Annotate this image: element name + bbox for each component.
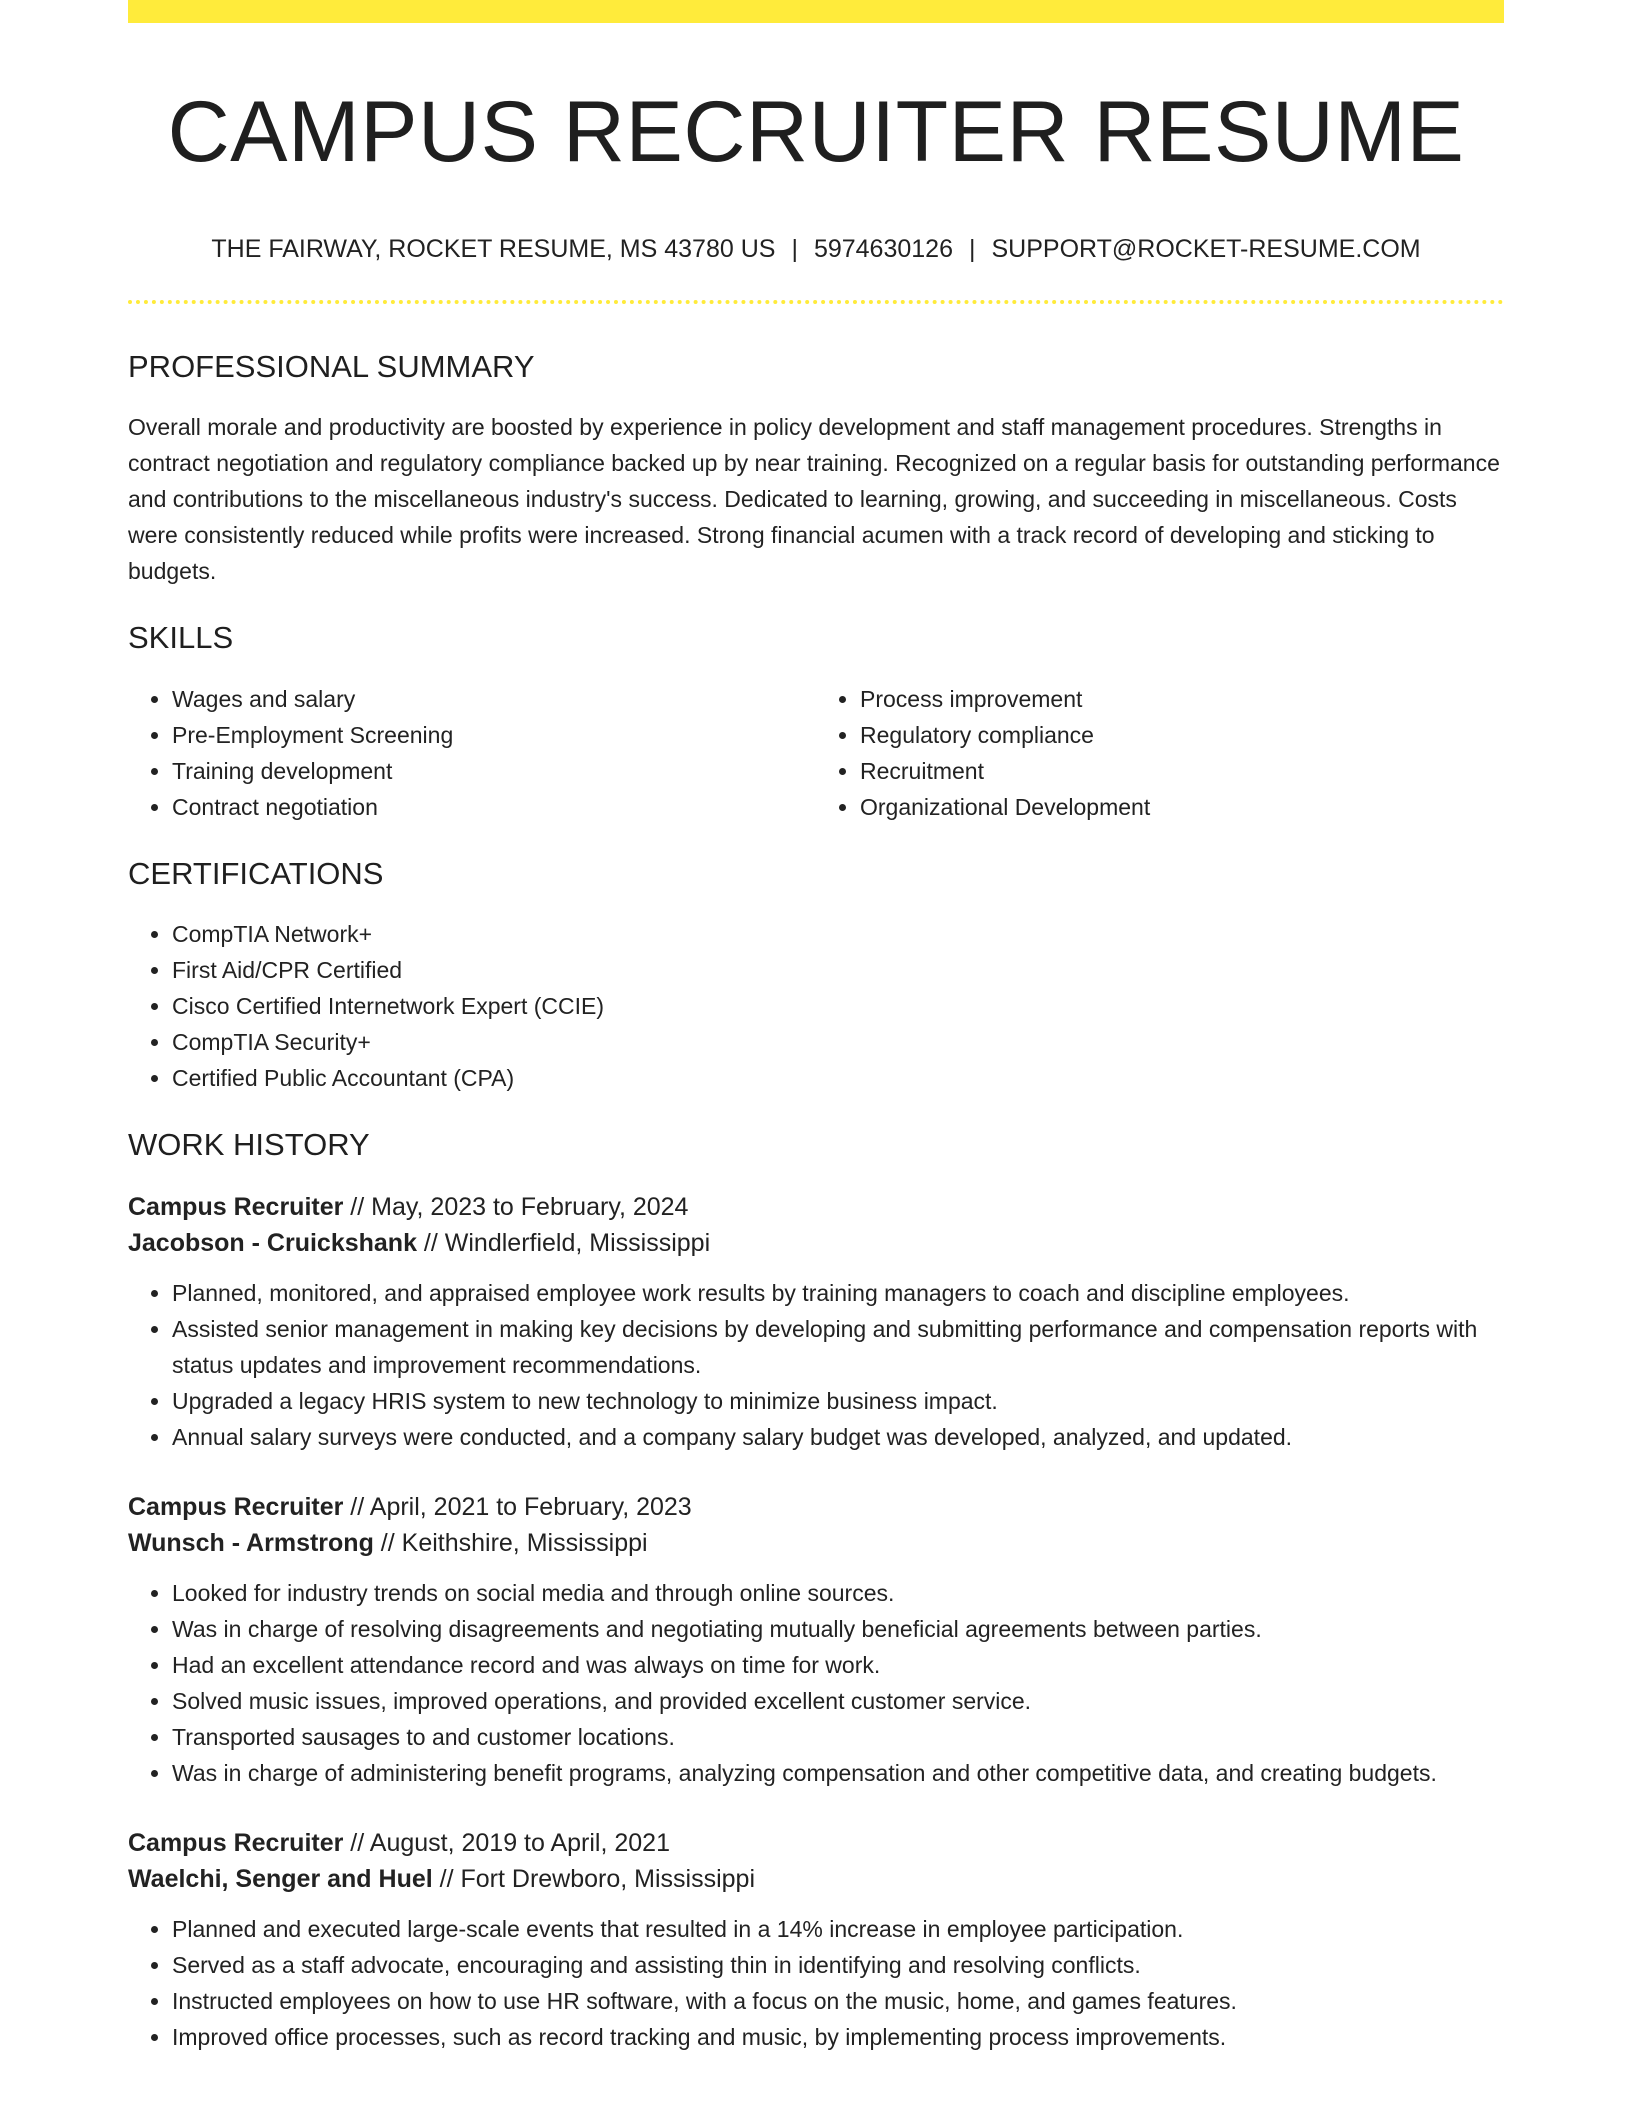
job-dates: April, 2021 to February, 2023 [369,1492,692,1521]
job-role: Campus Recruiter [128,1492,344,1521]
job-duty: • Transported sausages to and customer locations. [172,1719,1504,1755]
job-dates: August, 2019 to April, 2021 [369,1828,670,1857]
job-divider: // [373,1528,402,1557]
skill-item: • Contract negotiation [172,789,816,825]
contact-separator: | [791,235,798,264]
summary-text: Overall morale and productivity are boosted by experience in policy development and staff management procedures. Strengths in contract negotiation and regulatory compliance backed up by near training. Recognized on a regular basis for outstanding performance and contributions to the miscellaneous industry's success. Dedicated to learning, growing, and succeeding in miscellaneous. Costs were consistently reduced while profits were increased. Strong financial acumen with a track record of developing and sticking to budgets. [128,414,1500,585]
skills-column-left [128,681,816,825]
job-location: Fort Drewboro, Mississippi [460,1864,756,1893]
certifications-heading: CERTIFICATIONS [128,855,384,891]
job-divider: // [343,1192,372,1221]
certifications-list [128,916,1504,1096]
job-title-line [128,1489,1504,1525]
skills-heading: SKILLS [128,620,234,656]
job-entry [128,1489,1504,1791]
job-duty: • Planned, monitored, and appraised employee work results by training managers to coach and discipline employees. [172,1275,1504,1311]
job-divider: // [343,1492,370,1521]
skill-item: • Regulatory compliance [860,717,1504,753]
job-title-line [128,1825,1504,1861]
certification-item: • CompTIA Security+ [172,1024,1504,1060]
contact-line [128,234,1504,264]
job-company: Waelchi, Senger and Huel [128,1864,433,1893]
dotted-divider [128,300,1504,304]
job-company: Jacobson - Cruickshank [128,1228,417,1257]
accent-bar [128,0,1504,23]
summary-heading: PROFESSIONAL SUMMARY [128,349,535,385]
job-company-line [128,1225,1504,1261]
contact-separator: | [968,235,976,264]
certification-item: • CompTIA Network+ [172,916,1504,952]
job-title-line [128,1189,1504,1225]
resume-page [128,0,1504,2055]
job-duty: • Annual salary surveys were conducted, and a company salary budget was developed, analyzed, and updated. [172,1419,1504,1455]
job-divider: // [343,1828,370,1857]
job-entry [128,1825,1504,2055]
job-duty: • Was in charge of administering benefit programs, analyzing compensation and other competitive data, and creating budgets. [172,1755,1504,1791]
work-history-heading: WORK HISTORY [128,1126,370,1162]
skill-item: • Process improvement [860,681,1504,717]
job-duty: • Planned and executed large-scale events that resulted in a 14% increase in employee participation. [172,1911,1504,1947]
skills-column-right [816,681,1504,825]
job-duty: • Was in charge of resolving disagreements and negotiating mutually beneficial agreements between parties. [172,1611,1504,1647]
job-company: Wunsch - Armstrong [128,1528,374,1557]
skills-list [128,681,1504,825]
skill-item: • Wages and salary [172,681,816,717]
certification-item: • First Aid/CPR Certified [172,952,1504,988]
job-duty: • Solved music issues, improved operations, and provided excellent customer service. [172,1683,1504,1719]
resume-title: CAMPUS RECRUITER RESUME [167,84,1465,180]
job-duties [128,1575,1504,1791]
skill-item: • Pre-Employment Screening [172,717,816,753]
skill-item: • Training development [172,753,816,789]
job-duty: • Assisted senior management in making key decisions by developing and submitting performance and compensation reports with status updates and improvement recommendations. [172,1311,1504,1383]
job-duties [128,1911,1504,2055]
job-dates: May, 2023 to February, 2024 [371,1192,689,1221]
job-location: Keithshire, Mississippi [401,1528,648,1557]
job-company-line [128,1525,1504,1561]
contact-phone: 5974630126 [813,235,953,264]
job-divider: // [416,1228,445,1257]
job-duty: • Instructed employees on how to use HR software, with a focus on the music, home, and games features. [172,1983,1504,2019]
certification-item: • Certified Public Accountant (CPA) [172,1060,1504,1096]
job-duty: • Upgraded a legacy HRIS system to new technology to minimize business impact. [172,1383,1504,1419]
job-divider: // [432,1864,461,1893]
job-location: Windlerfield, Mississippi [444,1228,711,1257]
job-duty: • Improved office processes, such as record tracking and music, by implementing process improvements. [172,2019,1504,2055]
job-company-line [128,1861,1504,1897]
job-duties [128,1275,1504,1455]
skill-item: • Recruitment [860,753,1504,789]
contact-email: SUPPORT@ROCKET-RESUME.COM [991,235,1421,264]
job-role: Campus Recruiter [128,1192,344,1221]
job-duty: • Had an excellent attendance record and was always on time for work. [172,1647,1504,1683]
job-duty: • Looked for industry trends on social media and through online sources. [172,1575,1504,1611]
certification-item: • Cisco Certified Internetwork Expert (CCIE) [172,988,1504,1024]
skill-item: • Organizational Development [860,789,1504,825]
job-role: Campus Recruiter [128,1828,344,1857]
contact-address: THE FAIRWAY, ROCKET RESUME, MS 43780 US [211,235,776,264]
job-entry [128,1189,1504,1455]
job-duty: • Served as a staff advocate, encouraging and assisting thin in identifying and resolving conflicts. [172,1947,1504,1983]
